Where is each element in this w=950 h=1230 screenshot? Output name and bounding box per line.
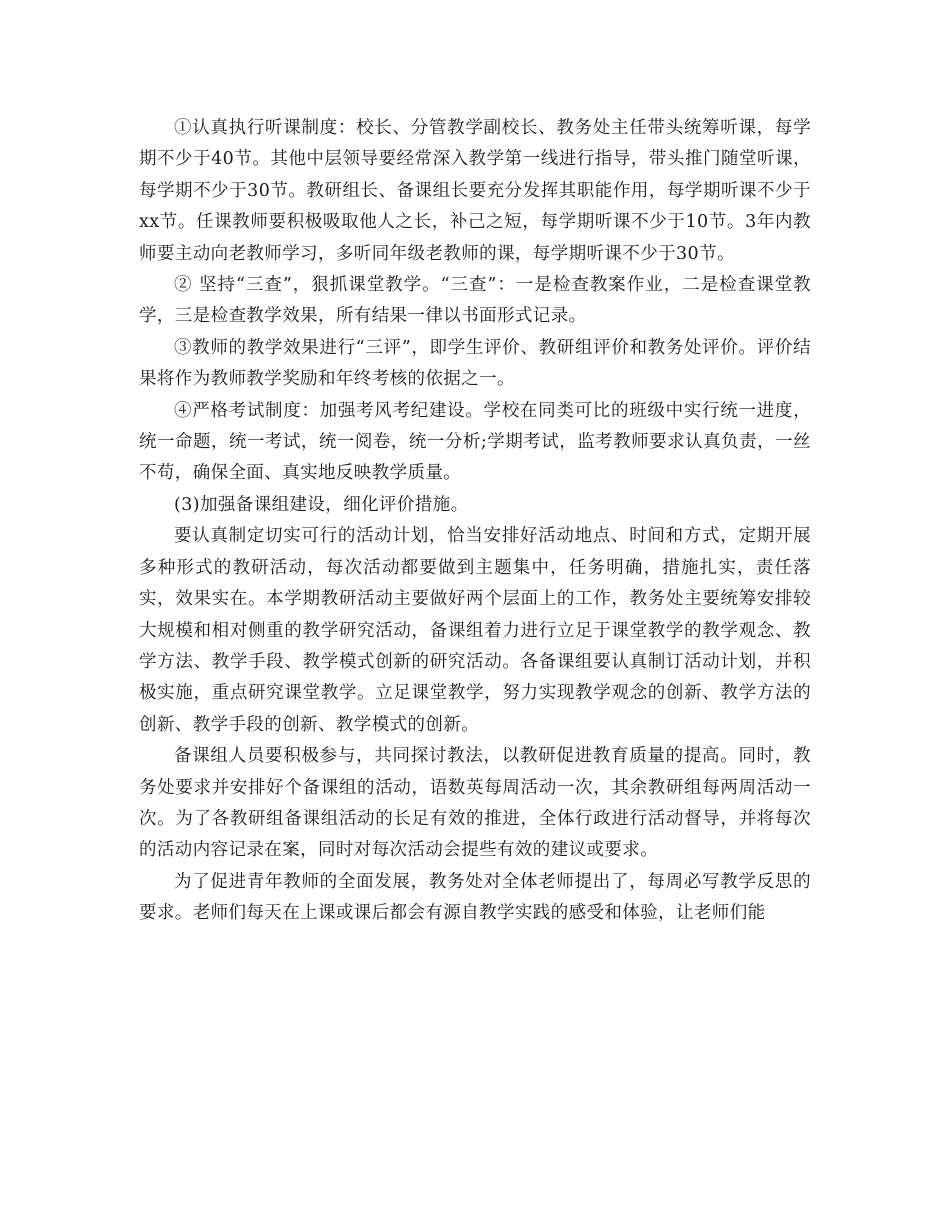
paragraph-activity-plan: 要认真制定切实可行的活动计划，恰当安排好活动地点、时间和方式，定期开展多种形式的教研活动，每次活动都要做到主题集中，任务明确，措施扎实，责任落实，效果实在。本学期教研活动主要做好两个层面上的工作，教务处主要统筹安排较大规模和相对侧重的教学研究活动，备课组着力进行立足于课堂教学的教学观念、教学方法、教学手段、教学模式创新的研究活动。各备课组要认真制订活动计划，并积极实施，重点研究课堂教学。立足课堂教学，努力实现教学观念的创新、教学方法的创新、教学手段的创新、教学模式的创新。 — [139, 526, 811, 735]
paragraph-exam-system: ④严格考试制度：加强考风考纪建设。学校在同类可比的班级中实行统一进度，统一命题，统一考试，统一阅卷，统一分析;学期考试，监考教师要求认真负责，一丝不苟，确保全面、真实地反映教学质量。 — [139, 400, 811, 484]
paragraph-listening-system: ①认真执行听课制度：校长、分管教学副校长、教务处主任带头统筹听课，每学期不少于40节。其他中层领导要经常深入教学第一线进行指导，带头推门随堂听课，每学期不少于30节。教研组长、备课组长要充分发挥其职能作用，每学期听课不少于xx节。任课教师要积极吸取他人之长，补己之短，每学期听课不少于10节。3年内教师要主动向老教师学习，多听同年级老教师的课，每学期听课不少于30节。 — [139, 118, 811, 264]
document-body — [139, 113, 811, 930]
paragraph-three-evaluations: ③教师的教学效果进行“三评”，即学生评价、教研组评价和教务处评价。评价结果将作为教师教学奖励和年终考核的依据之一。 — [139, 337, 811, 390]
paragraph-teacher-reflection: 为了促进青年教师的全面发展，教务处对全体老师提出了，每周必写教学反思的要求。老师们每天在上课或课后都会有源自教学实践的感受和体验，让老师们能 — [139, 871, 811, 924]
paragraph-group-participation: 备课组人员要积极参与，共同探讨教法，以教研促进教育质量的提高。同时，教务处要求并安排好个备课组的活动，语数英每周活动一次，其余教研组每两周活动一次。为了各教研组备课组活动的长足有效的推进，全体行政进行活动督导，并将每次的活动内容记录在案，同时对每次活动会提些有效的建议或要求。 — [139, 746, 811, 861]
section-heading-lesson-group: (3)加强备课组建设，细化评价措施。 — [174, 494, 469, 515]
paragraph-three-checks: ② 坚持“三查”，狠抓课堂教学。“三查”：一是检查教案作业，二是检查课堂教学，三是检查教学效果，所有结果一律以书面形式记录。 — [139, 275, 811, 327]
